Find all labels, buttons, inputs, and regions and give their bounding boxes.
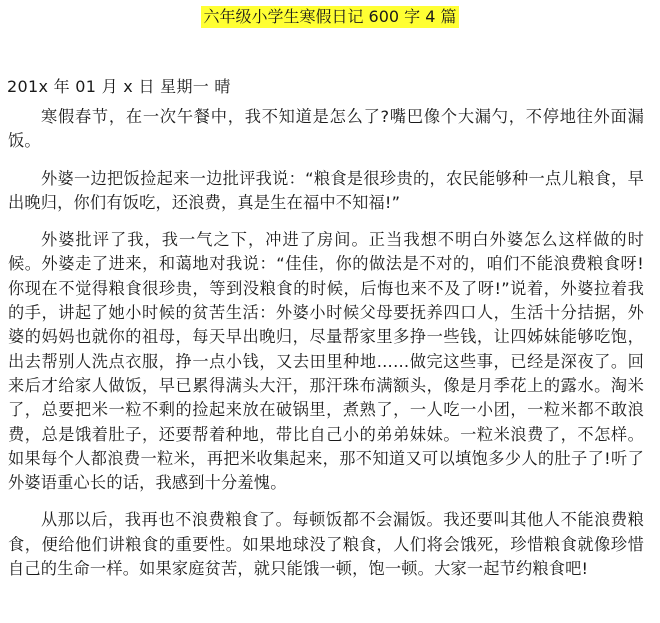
paragraph-4: 从那以后，我再也不浪费粮食了。每顿饭都不会漏饭。我还要叫其他人不能浪费粮食，便给他们讲粮食的重要性。如果地球没了粮食，人们将会饿死，珍惜粮食就像珍惜自己的生命一样。如果家庭贫苦，就只能饿一顿，饱一顿。大家一起节约粮食吧! (8, 510, 644, 579)
diary-date-line: 201x 年 01 月 x 日 星期一 晴 (7, 77, 231, 96)
document-title: 六年级小学生寒假日记 600 字 4 篇 (203, 7, 457, 26)
paragraph-3: 外婆批评了我，我一气之下，冲进了房间。正当我想不明白外婆怎么这样做的时候。外婆走了进来，和蔼地对我说：“佳佳，你的做法是不对的，咱们不能浪费粮食呀!你现在不觉得粮食很珍贵，等到没粮食的时候，后悔也来不及了呀!”说着，外婆拉着我的手，讲起了她小时候的贫苦生活：外婆小时候父母要抚养四口人，生活十分拮据，外婆的妈妈也就你的祖母，每天早出晚归，尽量帮家里多挣一些钱，让四姊妹能够吃饱，出去帮别人洗点衣服，挣一点小钱，又去田里种地……做完这些事，已经是深夜了。回来后才给家人做饭，早已累得满头大汗，那汗珠布满额头，像是月季花上的露水。淘米了，总要把米一粒不剩的捡起来放在破锅里，煮熟了，一人吃一小团，一粒米都不敢浪费，总是饿着肚子，还要帮着种地，带比自己小的弟弟妹妹。一粒米浪费了，不怎样。如果每个人都浪费一粒米，再把米收集起来，那不知道又可以填饱多少人的肚子了!听了外婆语重心长的话，我感到十分羞愧。 (8, 230, 644, 493)
paragraph-1: 寒假春节，在一次午餐中，我不知道是怎么了?嘴巴像个大漏勺，不停地往外面漏饭。 (8, 107, 644, 151)
paragraph-2: 外婆一边把饭捡起来一边批评我说：“粮食是很珍贵的，农民能够种一点儿粮食，早出晚归，你们有饭吃，还浪费，真是生在福中不知福!” (8, 168, 644, 212)
diary-body (8, 105, 644, 581)
title-container (0, 6, 660, 28)
